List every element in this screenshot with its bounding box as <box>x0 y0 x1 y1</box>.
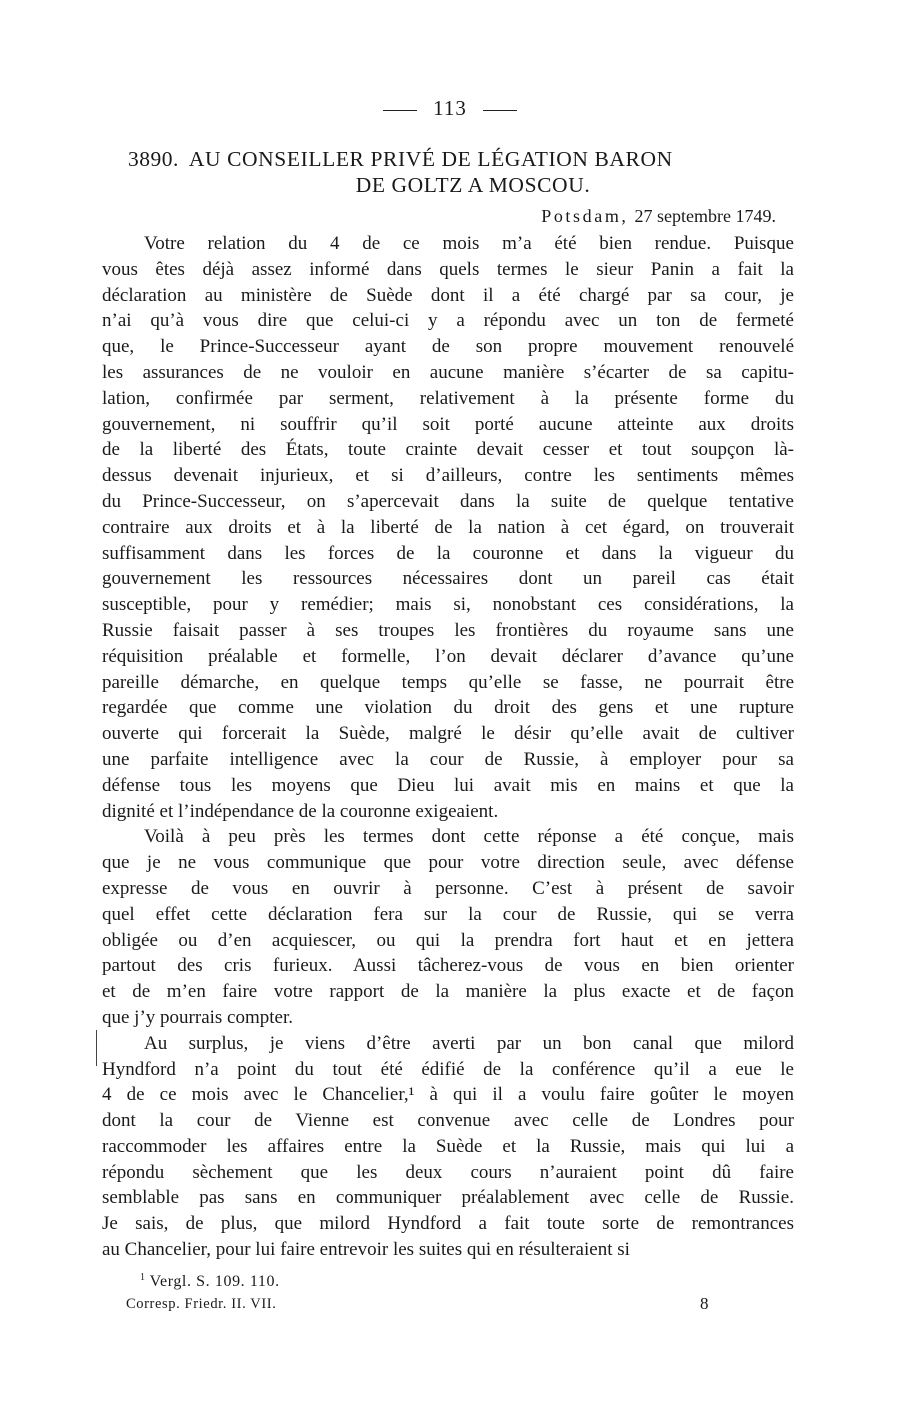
text-line: quel effet cette déclaration fera sur la cour de Russie, qui se verra <box>102 903 794 925</box>
footnote-marker: 1 <box>140 1272 146 1283</box>
sheet-number: 8 <box>700 1294 709 1313</box>
text-line: répondu sèchement que les deux cours n’auraient point dû faire <box>102 1161 794 1183</box>
text-line: que je ne vous communique que pour votre direction seule, avec défense <box>102 852 794 874</box>
text-line: susceptible, pour y remédier; mais si, nonobstant ces considérations, la <box>102 594 794 616</box>
heading-text-1: AU CONSEILLER PRIVÉ DE LÉGATION BARON <box>188 147 673 171</box>
text-line: Au surplus, je viens d’être averti par un bon canal que milord <box>144 1032 794 1054</box>
page-number: 113 <box>433 96 467 120</box>
text-line: que, le Prince-Successeur ayant de son propre mouvement renouvelé <box>102 336 794 358</box>
text-line: dessus devenait injurieux, et si d’ailleurs, contre les sentiments mêmes <box>102 465 794 487</box>
text-line: partout des cris furieux. Aussi tâcherez-vous de vous en bien orienter <box>102 955 794 977</box>
header-rule-left <box>383 110 417 111</box>
letter-body <box>102 231 794 1263</box>
margin-mark <box>96 1030 97 1066</box>
text-line: les assurances de ne vouloir en aucune manière s’écarter de sa capitu- <box>102 361 794 383</box>
text-line: déclaration au ministère de Suède dont il a été chargé par sa cour, je <box>102 284 794 306</box>
letter-heading <box>128 146 778 198</box>
text-line: raccommoder les affaires entre la Suède et la Russie, mais qui lui a <box>102 1135 794 1157</box>
paragraph <box>102 824 794 1030</box>
text-line: défense tous les moyens que Dieu lui avait mis en mains et que la <box>102 774 794 796</box>
text-line: ouverte qui forcerait la Suède, malgré le désir qu’elle avait de cultiver <box>102 723 794 745</box>
text-line: Voilà à peu près les termes dont cette réponse a été conçue, mais <box>144 826 794 848</box>
text-line: que j’y pourrais compter. <box>102 1006 294 1028</box>
text-line: lation, confirmée par serment, relativement à la présente forme du <box>102 387 794 409</box>
paragraph <box>102 1031 794 1263</box>
heading-line-2: DE GOLTZ A MOSCOU. <box>355 173 591 197</box>
text-line: réquisition préalable et formelle, l’on devait déclarer d’avance qu’une <box>102 645 794 667</box>
text-line: contraire aux droits et à la liberté de la nation à cet égard, on trouverait <box>102 516 794 538</box>
dateline <box>541 206 776 227</box>
text-line: une parfaite intelligence avec la cour de Russie, à employer pour sa <box>102 748 794 770</box>
text-line: suffisamment dans les forces de la couronne et dans la vigueur du <box>102 542 794 564</box>
text-line: du Prince-Successeur, on s’apercevait dans la suite de quelque tentative <box>102 490 794 512</box>
text-line: semblable pas sans en communiquer préalablement avec celle de Russie. <box>102 1187 794 1209</box>
text-line: Je sais, de plus, que milord Hyndford a fait toute sorte de remontrances <box>102 1213 794 1235</box>
paragraph <box>102 231 794 824</box>
text-line: 4 de ce mois avec le Chancelier,¹ à qui il a voulu faire goûter le moyen <box>102 1084 794 1106</box>
text-line: Votre relation du 4 de ce mois m’a été bien rendue. Puisque <box>144 233 794 254</box>
text-line: Hyndford n’a point du tout été édifié de la conférence qu’il a eue le <box>102 1058 794 1080</box>
text-line: et de m’en faire votre rapport de la manière la plus exacte et de façon <box>102 981 794 1003</box>
text-line: regardée que comme une violation du droit des gens et une rupture <box>102 697 794 719</box>
text-line: vous êtes déjà assez informé dans quels termes le sieur Panin a fait la <box>102 258 794 280</box>
heading-line-1 <box>128 146 778 172</box>
page-number-header <box>0 96 900 121</box>
text-line: gouvernement les ressources nécessaires dont un pareil cas était <box>102 568 794 590</box>
text-line: Russie faisait passer à ses troupes les frontières du royaume sans une <box>102 619 794 641</box>
text-line: de la liberté des États, toute crainte devait cesser et tout soupçon là- <box>102 439 794 461</box>
header-rule-right <box>483 110 517 111</box>
text-line: au Chancelier, pour lui faire entrevoir les suites qui en résulteraient si <box>102 1239 630 1261</box>
text-line: dont la cour de Vienne est convenue avec celle de Londres pour <box>102 1110 794 1132</box>
printer-signature: Corresp. Friedr. II. VII. <box>126 1296 277 1312</box>
dateline-place: Potsdam, <box>541 206 629 226</box>
text-line: dignité et l’indépendance de la couronne exigeaient. <box>102 800 499 822</box>
footnote-text: Vergl. S. 109. 110. <box>149 1273 280 1290</box>
footnote <box>140 1272 280 1291</box>
text-line: gouvernement, ni souffrir qu’il soit porté aucune atteinte aux droits <box>102 413 794 435</box>
text-line: expresse de vous en ouvrir à personne. C’est à présent de savoir <box>102 877 794 899</box>
text-line: n’ai qu’à vous dire que celui-ci y a répondu avec un ton de fermeté <box>102 310 794 332</box>
dateline-date: 27 septembre 1749. <box>634 206 776 226</box>
text-line: obligée ou d’en acquiescer, ou qui la prendra fort haut et en jettera <box>102 929 794 951</box>
text-line: pareille démarche, en quelque temps qu’elle se fasse, ne pourrait être <box>102 671 794 693</box>
document-number: 3890. <box>128 147 179 171</box>
